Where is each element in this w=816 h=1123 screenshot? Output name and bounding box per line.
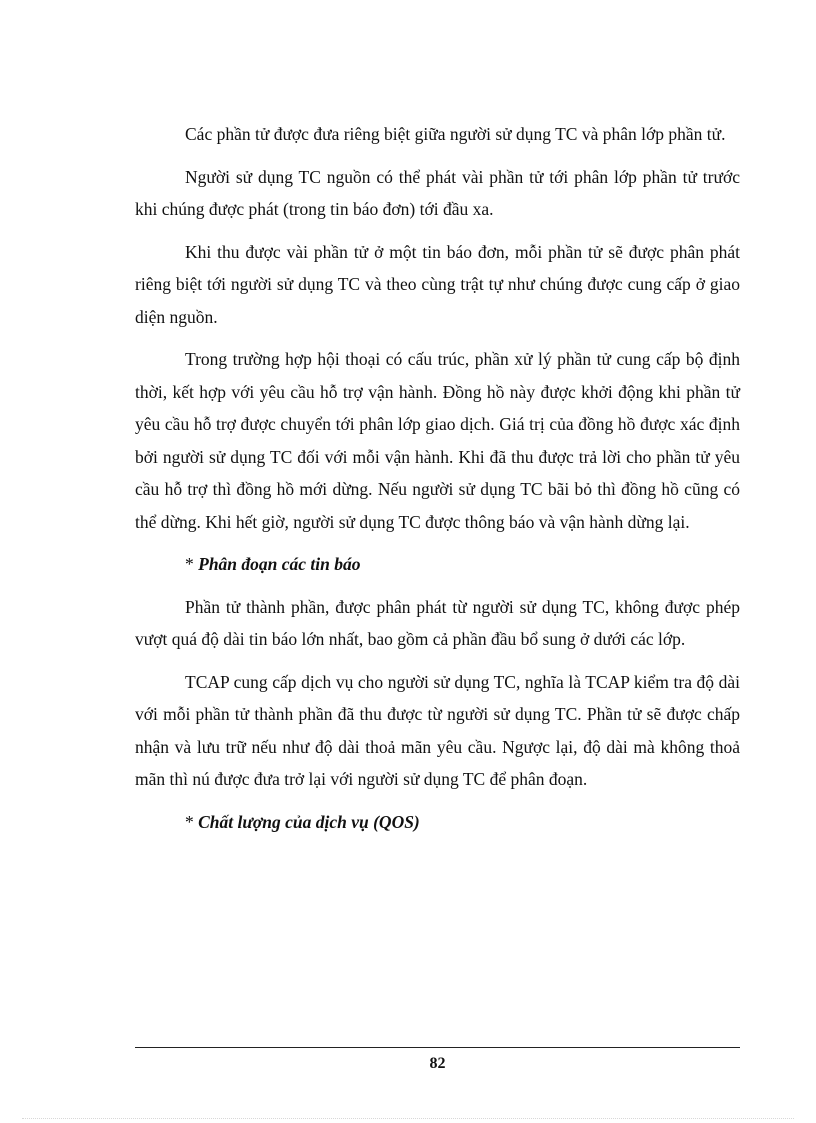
paragraph: Phần tử thành phần, được phân phát từ người sử dụng TC, không được phép vượt quá độ dài tin báo lớn nhất, bao gồm cả phần đầu bổ sung ở dưới các lớp. bbox=[135, 596, 740, 649]
heading-bullet: * bbox=[185, 811, 194, 832]
section-heading-qos bbox=[135, 806, 740, 839]
page-body bbox=[135, 118, 740, 848]
footer-divider bbox=[135, 1047, 740, 1048]
paragraph: Trong trường hợp hội thoại có cấu trúc, phần xử lý phần tử cung cấp bộ định thời, kết hợp với yêu cầu hỗ trợ vận hành. Đồng hồ này được khởi động khi phần tử yêu cầu hỗ trợ được chuyển tới phân lớp giao dịch. Giá trị của đồng hồ được xác định bởi người sử dụng TC đối với mỗi vận hành. Khi đã thu được trả lời cho phần tử yêu cầu hỗ trợ thì đồng hồ mới dừng. Nếu người sử dụng TC bãi bỏ thì đồng hồ cũng có thể dừng. Khi hết giờ, người sử dụng TC được thông báo và vận hành dừng lại. bbox=[135, 349, 740, 532]
paragraph: TCAP cung cấp dịch vụ cho người sử dụng TC, nghĩa là TCAP kiểm tra độ dài với mỗi phần tử thành phần đã thu được từ người sử dụng TC. Phần tử sẽ được chấp nhận và lưu trữ nếu như độ dài thoả mãn yêu cầu. Ngược lại, độ dài mà không thoả mãn thì nú được đưa trở lại với người sử dụng TC để phân đoạn. bbox=[135, 671, 740, 789]
heading-bullet: * bbox=[185, 554, 194, 574]
paragraph: Người sử dụng TC nguồn có thể phát vài phần tử tới phân lớp phần tử trước khi chúng được phát (trong tin báo đơn) tới đầu xa. bbox=[135, 166, 740, 219]
paragraph: Các phần tử được đưa riêng biệt giữa người sử dụng TC và phân lớp phần tử. bbox=[185, 124, 726, 144]
heading-title: Chất lượng của dịch vụ (QOS) bbox=[198, 811, 420, 832]
page-number: 82 bbox=[429, 1055, 446, 1072]
section-heading-segmentation bbox=[135, 548, 740, 581]
heading-title: Phân đoạn các tin báo bbox=[198, 554, 361, 574]
page-bottom-border bbox=[22, 1118, 794, 1119]
paragraph: Khi thu được vài phần tử ở một tin báo đơn, mỗi phần tử sẽ được phân phát riêng biệt tới người sử dụng TC và theo cùng trật tự như chúng được cung cấp ở giao diện nguồn. bbox=[135, 241, 740, 327]
